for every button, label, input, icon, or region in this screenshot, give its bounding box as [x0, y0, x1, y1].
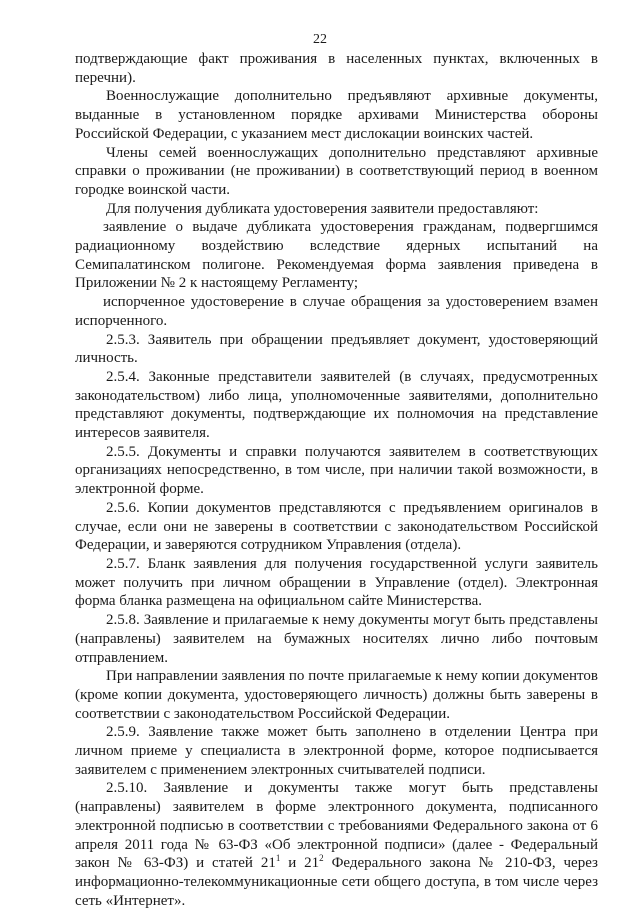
superscript: 2 [319, 853, 324, 864]
paragraph-text: и 21 [280, 855, 320, 872]
paragraph: Для получения дубликата удостоверения заявители предоставляют: [106, 200, 539, 217]
paragraph: 2.5.6. Копии документов представляются с предъявлением оригиналов в случае, если они не заверены в соответствии с законодательством Российской Федерации, и заверяются сотрудником Управления (отдела). [75, 499, 598, 554]
paragraph: Члены семей военнослужащих дополнительно представляют архивные справки о проживании (не проживании) в соответствующий период в военном городке воинской части. [75, 144, 598, 198]
document-body [75, 50, 598, 910]
paragraph: При направлении заявления по почте прилагаемые к нему копии документов (кроме копии документа, удостоверяющего личность) должны быть заверены в соответствии с законодательством Российской Федерации. [75, 668, 598, 722]
paragraph: 2.5.5. Документы и справки получаются заявителем в соответствующих организациях непосредственно, в том числе, при наличии такой возможности, в электронной форме. [75, 443, 598, 498]
paragraph: 2.5.9. Заявление также может быть заполнено в отделении Центра при личном приеме у специалиста в электронной форме, которое подписывается заявителем с применением электронных считывателей подписи. [75, 724, 598, 778]
paragraph: испорченное удостоверение в случае обращения за удостоверением взамен испорченного. [75, 294, 598, 329]
paragraph: 2.5.3. Заявитель при обращении предъявляет документ, удостоверяющий личность. [75, 331, 598, 367]
page-number: 22 [313, 32, 327, 47]
paragraph: 2.5.8. Заявление и прилагаемые к нему документы могут быть представлены (направлены) заявителем на бумажных носителях лично либо почтовым отправлением. [75, 612, 598, 666]
paragraph: Военнослужащие дополнительно предъявляют архивные документы, выданные в установленном порядке архивами Министерства обороны Российской Федерации, с указанием мест дислокации воинских частей. [75, 88, 598, 142]
paragraph-text: Федерального закона № 210-ФЗ, через информационно-телекоммуникационные сети общего доступа, в том числе через сеть «Интернет». [75, 855, 598, 909]
paragraph: 2.5.4. Законные представители заявителей (в случаях, предусмотренных законодательством) либо лица, уполномоченные заявителями, дополнительно представляют документы, подтверждающие их полномочия на представление интересов заявителя. [75, 368, 598, 442]
paragraph-text: 2.5.10. Заявление и документы также могут быть представлены (направлены) заявителем в форме электронного документа, подписанного электронной подписью в соответствии с требованиями Федерального закона от 6 апреля 2011 года № 63-ФЗ «Об электронной подписи» (далее - Федеральный закон № 63-ФЗ) и статей 21 [75, 780, 598, 872]
paragraph: 2.5.7. Бланк заявления для получения государственной услуги заявитель может получить при личном обращении в Управление (отдел). Электронная форма бланка размещена на официальном сайте Министерства. [75, 555, 598, 610]
paragraph-2-5-10 [75, 779, 598, 910]
superscript: 1 [275, 853, 281, 864]
paragraph: заявление о выдаче дубликата удостоверения гражданам, подвергшимся радиационному воздействию вследствие ядерных испытаний на Семипалатинском полигоне. Рекомендуемая форма заявления приведена в Приложении № 2 к настоящему Регламенту; [75, 219, 598, 292]
paragraph: подтверждающие факт проживания в населенных пунктах, включенных в перечни). [75, 51, 598, 86]
